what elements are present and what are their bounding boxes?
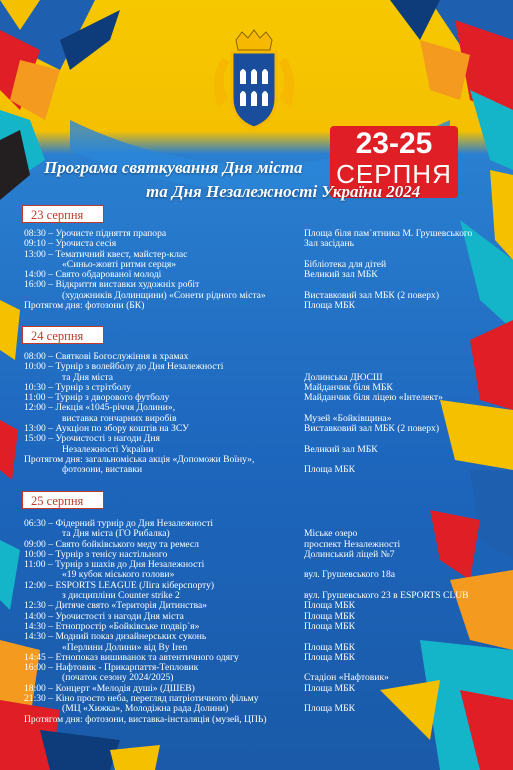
event-text: 08:00 – Святкові Богослужіння в храмах: [24, 351, 189, 362]
event-text: 12:30 – Дитяче свято «Територія Дитинства»: [24, 600, 208, 612]
event-text: 14:00 – Свято обдарованої молоді: [24, 269, 162, 281]
event-text: 09:00 – Свято бойківського меду та ремесл: [24, 538, 199, 550]
event-text: 06:30 – Фідерний турнір до Дня Незалежності: [24, 518, 214, 529]
event-text: (художників Долинщини) «Сонети рідного міста»: [62, 289, 266, 301]
event-text: 15:00 – Урочистості з нагоди Дня: [24, 433, 160, 445]
event-place: вул. Грушевського 23 в ESPORTS CLUB: [304, 590, 469, 602]
event-text: 14:30 – Модний показ дизайнерських суконь: [24, 631, 207, 643]
event-place: Площа МБК: [304, 703, 355, 715]
event-text: Протягом дня: фотозони, виставка-інсталяція (музей, ЦПЬ): [24, 713, 267, 725]
event-text: 13:00 – Тематичний квест, майстер-клас: [24, 248, 188, 260]
event-place: Площа біля пам`ятника М. Грушевського: [304, 228, 473, 239]
event-place: Великий зал МБК: [304, 269, 378, 281]
event-place: Площа МБК: [304, 464, 355, 476]
event-text: 12:00 – ESPORTS LEAGUE (Ліга кіберспорту): [24, 579, 215, 591]
event-text: 08:30 – Урочисте підняття прапора: [24, 228, 167, 239]
event-text: 21:30 – Кіно просто неба, перегляд патріотичного фільму: [24, 693, 259, 705]
title-line-1: Програма святкування Дня міста: [44, 158, 303, 177]
title-line-2: та Дня Незалежності України 2024: [146, 182, 421, 201]
event-place: Виставковий зал МБК (2 поверх): [304, 289, 440, 301]
city-coat-of-arms: [208, 28, 300, 134]
event-text: «19 кубок міського голови»: [62, 569, 175, 581]
event-text: 18:00 – Концерт «Мелодія душі» (ДШЕВ): [24, 682, 195, 694]
event-text: 11:00 – Турнір з шахів до Дня Незалежності: [24, 559, 205, 571]
event-text: фотозони, виставки: [62, 464, 143, 476]
event-place: Майданчик біля МБК: [304, 381, 393, 393]
event-place: проспект Незалежності: [304, 538, 401, 550]
date-range: 23-25: [355, 127, 433, 160]
event-text: 14:00 – Урочистості з нагоди Дня міста: [24, 610, 184, 622]
day-label: 25 серпня: [22, 491, 104, 509]
event-text: Протягом дня: загальноміська акція «Допоможи Воїну»,: [24, 453, 255, 465]
event-place: Міське озеро: [304, 528, 358, 540]
event-place: Площа МБК: [304, 620, 355, 632]
event-place: Площа МБК: [304, 682, 355, 694]
day-label: 23 серпня: [22, 205, 104, 223]
event-place: Площа МБК: [304, 641, 355, 653]
event-text: 14:45 – Етнопоказ вишиванок та автентичного одягу: [24, 651, 239, 663]
event-text: з дисципліни Counter strike 2: [62, 590, 180, 602]
date-month: СЕРПНЯ: [336, 159, 452, 189]
event-text: та Дня міста: [62, 371, 114, 383]
event-place: Площа МБК: [304, 610, 355, 622]
event-text: 10:00 – Турнір з тенісу настільного: [24, 548, 168, 560]
event-text: «Синьо-жовті ритми серця»: [62, 258, 177, 270]
event-text: 16:00 – Нафтовик - Прикарпаття-Тепловик: [24, 662, 199, 674]
event-text: Незалежності України: [62, 443, 154, 455]
event-place: Музей «Бойківщина»: [304, 412, 392, 424]
event-text: Протягом дня: фотозони (БК): [24, 300, 145, 312]
event-text: 10:00 – Турнір з волейболу до Дня Незалежності: [24, 361, 224, 373]
event-place: Зал засідань: [304, 238, 354, 250]
event-place: Площа МБК: [304, 651, 355, 663]
event-text: 10:30 – Турнір з стрітболу: [24, 381, 131, 393]
event-place: Стадіон «Нафтовик»: [304, 672, 389, 684]
event-text: 12:00 – Лекція «1045-річчя Долини»,: [24, 402, 176, 414]
event-text: 14:30 – Етнопростір «Бойківське подвір`я»: [24, 620, 200, 632]
event-place: Площа МБК: [304, 300, 355, 312]
event-place: Долинський ліцей №7: [304, 548, 395, 560]
event-text: 09:10 – Урочиста сесія: [24, 238, 117, 250]
event-place: вул. Грушевського 18а: [304, 569, 396, 581]
event-text: 16:00 – Відкриття виставки художніх робіт: [24, 279, 200, 291]
event-text: та Дня міста (ГО Рибалка): [62, 528, 170, 540]
event-place: Виставковий зал МБК (2 поверх): [304, 423, 440, 435]
event-text: виставка гончарних виробів: [62, 412, 177, 424]
event-text: (МЦ «Хижка», Молодіжна рада Долини): [62, 703, 229, 715]
day-label: 24 серпня: [22, 326, 104, 344]
event-text: 11:00 – Турнір з дворового футболу: [24, 392, 170, 404]
event-text: 13:00 – Аукціон по збору коштів на ЗСУ: [24, 423, 189, 435]
event-text: «Перлини Долини» від By Iren: [62, 641, 188, 653]
event-place: Майданчик біля ліцею «Інтелект»: [304, 392, 443, 404]
event-place: Великий зал МБК: [304, 443, 378, 455]
event-place: Долинська ДЮСШ: [304, 371, 383, 383]
event-text: (початок сезону 2024/2025): [62, 672, 174, 684]
event-place: Бібліотека для дітей: [304, 258, 387, 270]
event-place: Площа МБК: [304, 600, 355, 612]
